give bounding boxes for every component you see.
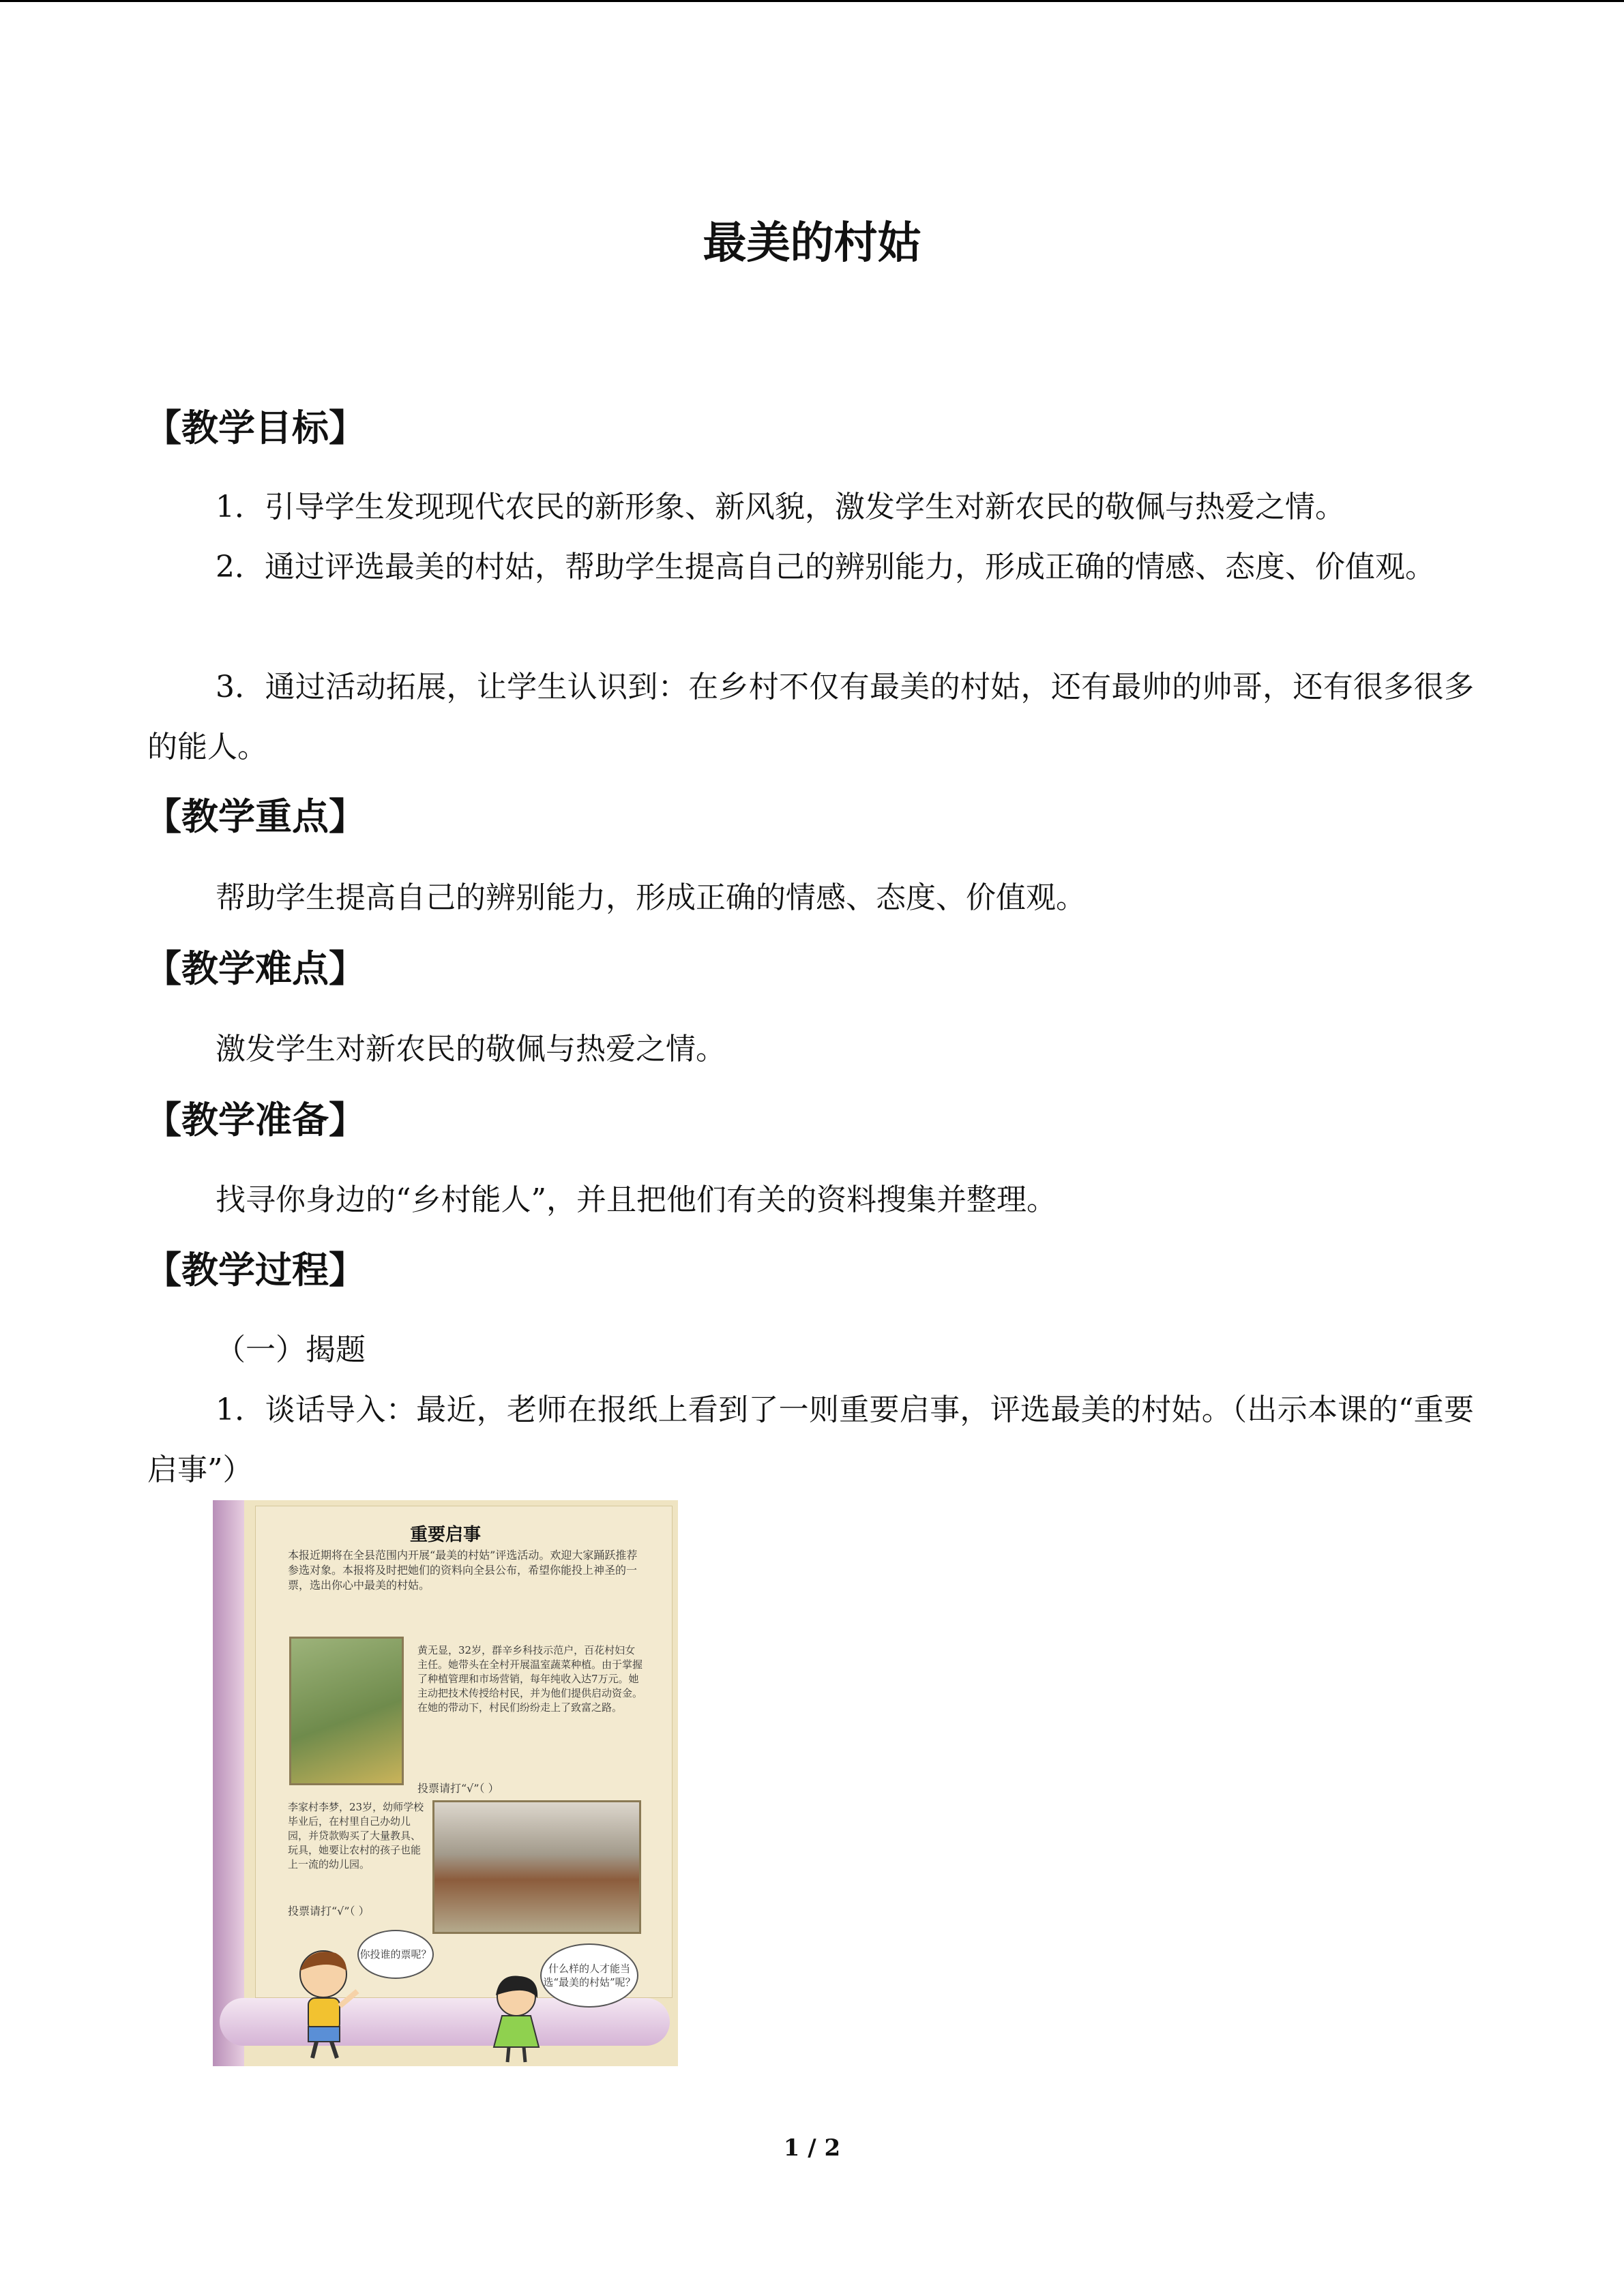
candidate1-photo — [289, 1637, 404, 1785]
candidate2-photo — [432, 1800, 641, 1934]
heading-goals: 【教学目标】 — [145, 406, 366, 449]
girl-illustration — [479, 1971, 554, 2066]
heading-process: 【教学过程】 — [145, 1249, 366, 1292]
speech-bubble-right: 什么样的人才能当选“最美的村姑”呢？ — [540, 1943, 638, 2008]
speech-bubble-left: 你投谁的票呢？ — [357, 1930, 434, 1979]
heading-preparation: 【教学准备】 — [145, 1099, 366, 1142]
goal-item-2: 2．通过评选最美的村姑，帮助学生提高自己的辨别能力，形成正确的情感、态度、价值观。 — [216, 550, 1435, 584]
process-step: （一）揭题 — [216, 1332, 366, 1367]
candidate2-text: 李家村李梦，23岁，幼师学校毕业后，在村里自己办幼儿园，并贷款购买了大量教具、玩具，她要让农村的孩子也能上一流的幼儿园。 — [288, 1801, 424, 1870]
difficulties-text: 激发学生对新农民的敬佩与热爱之情。 — [216, 1032, 726, 1067]
boy-illustration — [281, 1943, 370, 2063]
key-points-text: 帮助学生提高自己的辨别能力，形成正确的情感、态度、价值观。 — [216, 880, 1086, 915]
preparation-text: 找寻你身边的“乡村能人”，并且把他们有关的资料搜集并整理。 — [216, 1182, 1057, 1217]
goal-item-3: 3．通过活动拓展，让学生认识到：在乡村不仅有最美的村姑，还有最帅的帅哥，还有很多很多的能人。 — [147, 670, 1474, 764]
process-item-1: 1．谈话导入：最近，老师在报纸上看到了一则重要启事，评选最美的村姑。（出示本课的“重要启事”） — [147, 1392, 1474, 1487]
page-title: 最美的村姑 — [703, 218, 921, 269]
notice-figure — [213, 1500, 678, 2066]
heading-key-points: 【教学重点】 — [145, 795, 366, 838]
page-number: 1 / 2 — [783, 2134, 841, 2162]
candidate2-vote: 投票请打“√”（ ） — [288, 1905, 370, 1918]
candidate1-vote: 投票请打“√”（ ） — [417, 1782, 499, 1795]
goal-item-1: 1．引导学生发现现代农民的新形象、新风貌，激发学生对新农民的敬佩与热爱之情。 — [216, 490, 1345, 524]
notice-title: 重要启事 — [409, 1525, 481, 1545]
scroll-spine — [213, 1500, 244, 2066]
notice-intro: 本报近期将在全县范围内开展“最美的村姑”评选活动。欢迎大家踊跃推荐参选对象。本报将及时把她们的资料向全县公布，希望你能投上神圣的一票，选出你心中最美的村姑。 — [288, 1549, 638, 1592]
heading-difficulties: 【教学难点】 — [145, 947, 366, 990]
candidate1-text: 黄无显，32岁，群辛乡科技示范户，百花村妇女主任。她带头在全村开展温室蔬菜种植。由于掌握了种植管理和市场营销，每年纯收入达7万元。她主动把技术传授给村民，并为他们提供启动资金。在她的带动下，村民们纷纷走上了致富之路。 — [417, 1644, 643, 1714]
